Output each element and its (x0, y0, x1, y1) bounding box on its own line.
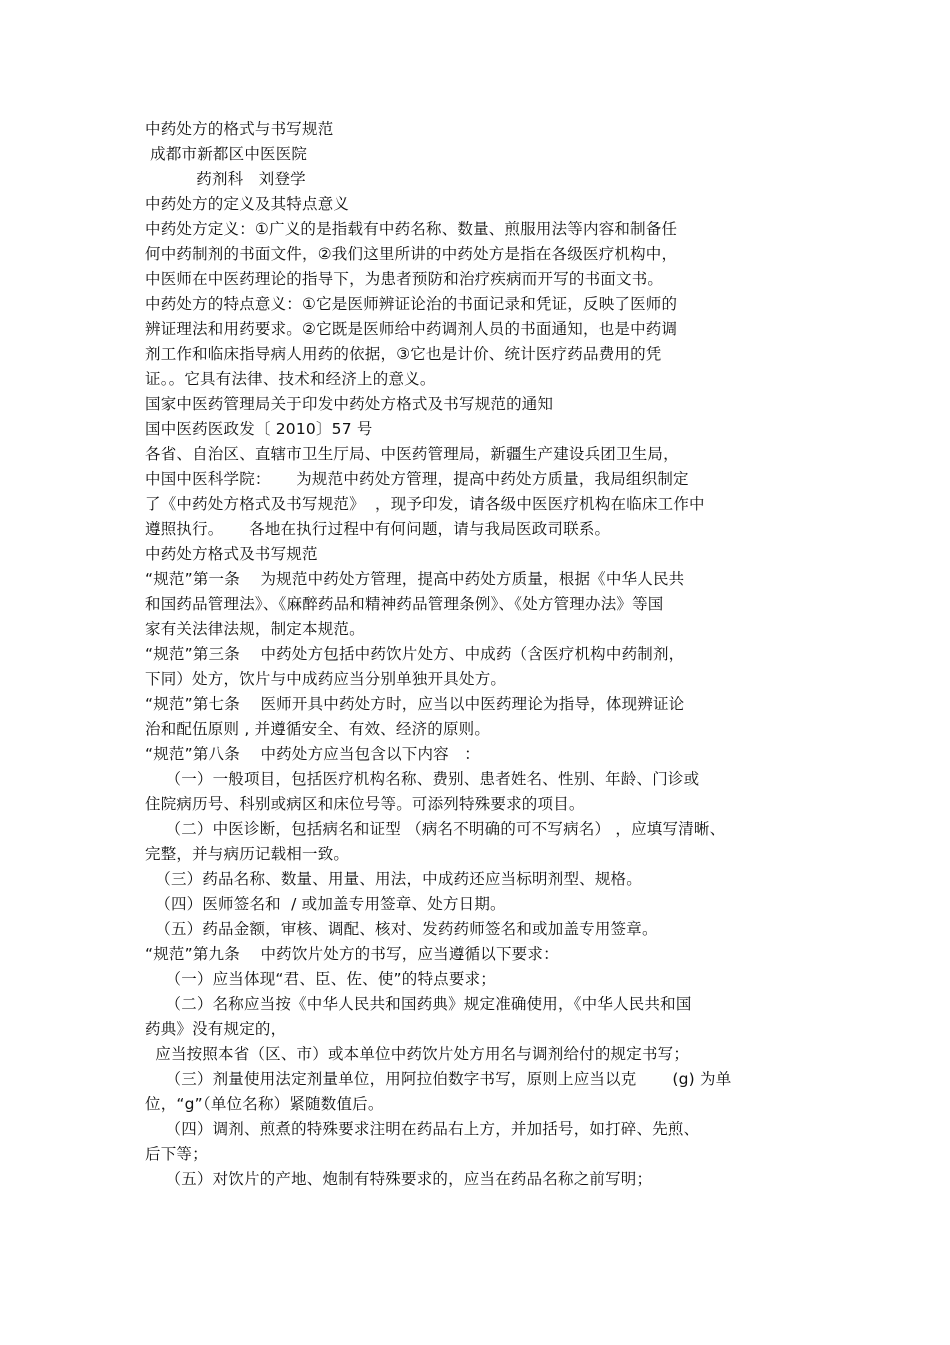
text-line: （五）对饮片的产地、炮制有特殊要求的，应当在药品名称之前写明； (145, 1170, 653, 1188)
text-line: 位，“g”（单位名称）紧随数值后。 (145, 1095, 384, 1113)
text-line: 药典》没有规定的， (145, 1020, 287, 1038)
text-line: 遵照执行。 各地在执行过程中有何问题，请与我局医政司联系。 (145, 520, 611, 538)
author-line: 药剂科 刘登学 (145, 170, 306, 188)
doc-title: 中药处方的格式与书写规范 (145, 120, 334, 138)
text-line: 中药处方的特点意义：①它是医师辨证论治的书面记录和凭证，反映了医师的 (145, 295, 678, 313)
text-line: 治和配伍原则 , 并遵循安全、有效、经济的原则。 (145, 720, 491, 738)
text-line: 何中药制剂的书面文件，②我们这里所讲的中药处方是指在各级医疗机构中， (145, 245, 678, 263)
text-line: “规范”第九条 中药饮片处方的书写，应当遵循以下要求： (145, 945, 559, 963)
text-line: （二）名称应当按《中华人民共和国药典》规定准确使用，《中华人民共和国 (145, 995, 692, 1013)
hospital-name: 成都市新都区中医医院 (145, 145, 308, 163)
text-line: 证。。它具有法律、技术和经济上的意义。 (145, 370, 436, 388)
text-line: 完整，并与病历记载相一致。 (145, 845, 350, 863)
text-line: “规范”第八条 中药处方应当包含以下内容 ： (145, 745, 480, 763)
text-line: “规范”第七条 医师开具中药处方时，应当以中医药理论为指导，体现辨证论 (145, 695, 685, 713)
text-line: 住院病历号、科别或病区和床位号等。可添列特殊要求的项目。 (145, 795, 585, 813)
text-line: 家有关法律法规，制定本规范。 (145, 620, 365, 638)
text-line: （五）药品金额，审核、调配、核对、发药药师签名和或加盖专用签章。 (145, 920, 658, 938)
text-line: 中国中医科学院： 为规范中药处方管理，提高中药处方质量，我局组织制定 (145, 470, 689, 488)
text-line: 各省、自治区、直辖市卫生厅局、中医药管理局，新疆生产建设兵团卫生局， (145, 445, 679, 463)
text-line: 应当按照本省（区、市）或本单位中药饮片处方用名与调剂给付的规定书写； (145, 1045, 690, 1063)
document-number: 国中医药医政发〔 2010〕57 号 (145, 420, 373, 438)
text-line: （三）剂量使用法定剂量单位，用阿拉伯数字书写，原则上应当以克 (g) 为单 (145, 1070, 732, 1088)
text-line: 辨证理法和用药要求。②它既是医师给中药调剂人员的书面通知，也是中药调 (145, 320, 678, 338)
section-heading: 中药处方格式及书写规范 (145, 545, 318, 563)
text-line: （四）调剂、煎煮的特殊要求注明在药品右上方，并加括号，如打碎、先煎、 (145, 1120, 700, 1138)
text-line: （一）应当体现“君、臣、佐、使”的特点要求； (145, 970, 496, 988)
text-line: 和国药品管理法》、《麻醉药品和精神药品管理条例》、《处方管理办法》等国 (145, 595, 664, 613)
section-heading: 中药处方的定义及其特点意义 (145, 195, 350, 213)
text-line: 中医师在中医药理论的指导下，为患者预防和治疗疾病而开写的书面文书。 (145, 270, 664, 288)
text-line: （二）中医诊断，包括病名和证型 （病名不明确的可不写病名） ，应填写清晰、 (145, 820, 726, 838)
text-line: （一）一般项目，包括医疗机构名称、费别、患者姓名、性别、年龄、门诊或 (145, 770, 700, 788)
text-line: 中药处方定义：①广义的是指载有中药名称、数量、煎服用法等内容和制备任 (145, 220, 678, 238)
text-line: “规范”第一条 为规范中药处方管理，提高中药处方质量，根据《中华人民共 (145, 570, 685, 588)
section-heading: 国家中医药管理局关于印发中药处方格式及书写规范的通知 (145, 395, 554, 413)
text-line: 了《中药处方格式及书写规范》 ，现予印发，请各级中医医疗机构在临床工作中 (145, 495, 705, 513)
text-line: 下同）处方，饮片与中成药应当分别单独开具处方。 (145, 670, 507, 688)
text-line: （四）医师签名和 / 或加盖专用签章、处方日期。 (145, 895, 506, 913)
text-line: （三）药品名称、数量、用量、用法，中成药还应当标明剂型、规格。 (145, 870, 642, 888)
text-line: “规范”第三条 中药处方包括中药饮片处方、中成药（含医疗机构中药制剂， (145, 645, 685, 663)
text-line: 剂工作和临床指导病人用药的依据，③它也是计价、统计医疗药品费用的凭 (145, 345, 662, 363)
text-line: 后下等； (145, 1145, 208, 1163)
